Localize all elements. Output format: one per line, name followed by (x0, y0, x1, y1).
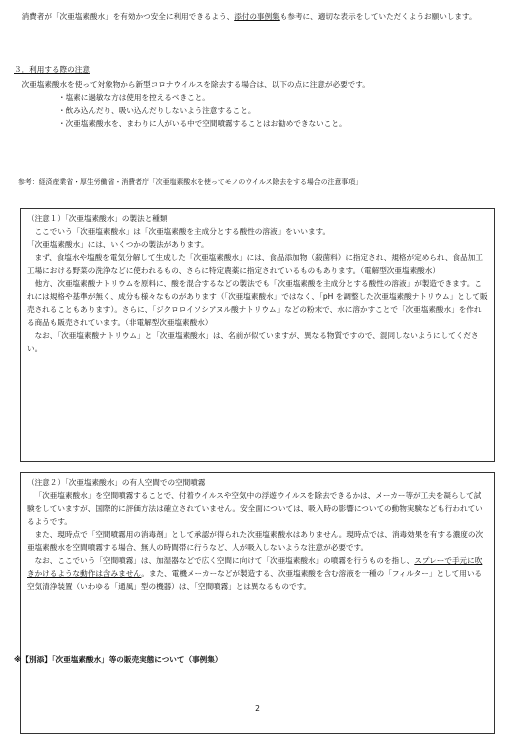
note-1-paragraph: 「次亜塩素酸水」には、いくつかの製法があります。 (27, 240, 209, 249)
intro-text-a: 消費者が「次亜塩素酸水」を有効かつ安全に利用できるよう、 (21, 12, 235, 21)
annex-reference: ※【別添】「次亜塩素酸水」等の販売実態について（事例集） (14, 655, 223, 664)
section-3-heading (14, 63, 214, 76)
intro-paragraph (14, 10, 502, 23)
section-3-lead: 次亜塩素酸水を使って対象物から新型コロナウイルスを除去する場合は、以下の点に注意が必要です。 (21, 80, 370, 89)
intro-text-b: も参考に、適切な表示をしていただくようお願いします。 (279, 12, 477, 21)
attached-casebook-link[interactable]: 添付の事例集 (234, 12, 280, 21)
note-1-paragraph: なお、「次亜塩素酸ナトリウム」と「次亜塩素酸水」は、名前が似ていますが、異なる物質ですので、混同しないようにしてください。 (27, 331, 479, 353)
note-2-last-text-b: 。また、電機メーカーなどが製造する、次亜塩素酸を含む溶液を一種の「フィルター」として用いる空気清浄装置（いわゆる「通風」型の機器）は、「空間噴霧」とは異なるものです。 (27, 569, 483, 591)
section-3-heading-text: ３．利用する際の注意 (14, 65, 90, 74)
spray-exclusion-text: スプレーで手元に吹きかけるような動作は含みません (27, 556, 483, 578)
page-number: 2 (255, 704, 260, 713)
note-1-paragraph: まず、食塩水や塩酸を電気分解して生成した「次亜塩素酸水」には、食品添加物（殺菌料）に指定され、規格が定められ、食品加工工場における野菜の洗浄などに使われるもの、さらに特定農薬に指定されているものもあります。（電解型次亜塩素酸水） (27, 253, 483, 275)
reference-note: 参考：経済産業省・厚生労働省・消費者庁「次亜塩素酸水を使ってモノのウイルス除去をする場合の注意事項」 (18, 178, 363, 186)
note-2-paragraph: また、現時点で「空間噴霧用の消毒剤」として承認が得られた次亜塩素酸水はありません。現時点では、消毒効果を有する濃度の次亜塩素酸水を空間噴霧する場合、無人の時間帯に行うなど、人が吸入しないような注意が必要です。 (27, 530, 484, 552)
note-1-box (20, 208, 495, 462)
note-1-paragraph: ここでいう「次亜塩素酸水」は「次亜塩素酸を主成分とする酸性の溶液」をいいます。 (34, 227, 331, 236)
caution-item: ・飲み込んだり、吸い込んだりしないよう注意すること。 (58, 106, 256, 115)
note-1-paragraph: 他方、次亜塩素酸ナトリウムを原料に、酸を混合するなどの製法でも「次亜塩素酸を主成分とする酸性の溶液」が製造できます。これには規格や基準が無く、成分も様々なものがあります（「次亜塩素酸水」ではなく、「pH を調整した次亜塩素酸ナトリウム」として販売されることもあります）。さらに、「ジクロロイソシアヌル酸ナトリウム」などの粉末で、水に溶かすことで「次亜塩素酸水」を作れる商品も販売されています。（非電解型次亜塩素酸水） (27, 279, 488, 327)
note-2-box (20, 472, 495, 734)
note-2-last-text-a: なお、ここでいう「空間噴霧」は、加湿器などで広く空間に向けて「次亜塩素酸水」の噴霧を行うものを指し、 (34, 556, 415, 565)
note-1-title: （注意１）「次亜塩素酸水」の製法と種類 (27, 214, 168, 223)
section-3-body (14, 78, 502, 130)
caution-list (14, 91, 502, 130)
note-2-title: （注意２）「次亜塩素酸水」の有人空間での空間噴霧 (27, 478, 206, 487)
caution-item: ・次亜塩素酸水を、まわりに人がいる中で空間噴霧することはお勧めできないこと。 (58, 119, 347, 128)
caution-item: ・塩素に過敏な方は使用を控えるべきこと。 (58, 93, 210, 102)
note-2-paragraph: 「次亜塩素酸水」を空間噴霧することで、付着ウイルスや空気中の浮遊ウイルスを除去できるかは、メーカー等が工夫を凝らして試験をしていますが、国際的に評価方法は確立されていません。安全面については、吸入時の影響についての動物実験なども行われているようです。 (27, 491, 483, 526)
note-2-paragraph (27, 554, 488, 593)
